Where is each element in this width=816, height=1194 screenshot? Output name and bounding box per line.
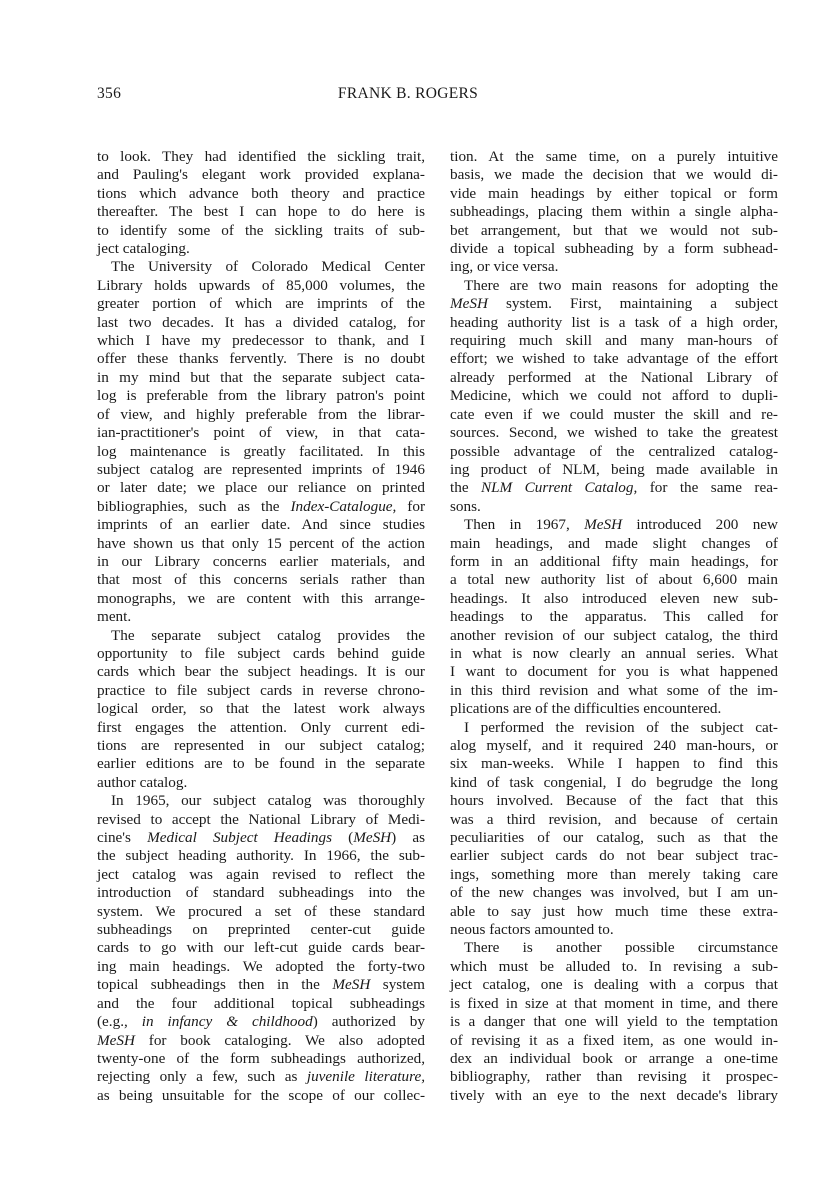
text-line: is fixed in size at that moment in time, and there [450, 994, 778, 1012]
italic-text: NLM Current Catalog, [480, 479, 638, 497]
text-line: subject catalog are represented imprints of 1946 [97, 460, 425, 478]
text-line: that most of this concerns serials rather than [97, 571, 425, 589]
text-line: heading authority list is a task of a high order, [450, 313, 778, 331]
text-segment: topical subheadings then in the [97, 976, 333, 994]
text-line: requiring much skill and many man-hours of [450, 332, 778, 350]
text-line [450, 295, 778, 313]
text-line: in our Library concerns earlier materials, and [97, 552, 425, 570]
text-line: bet arrangement, but that we would not sub- [450, 221, 778, 239]
text-line: offer these thanks fervently. There is no doubt [97, 350, 425, 368]
text-segment: Then in 1967, [464, 516, 585, 534]
text-segment: for the same rea- [637, 479, 778, 497]
text-line: divide a topical subheading by a form subhead- [450, 240, 778, 258]
text-column-left [97, 148, 425, 1105]
text-line: hours involved. Because of the fact that this [450, 792, 778, 810]
text-line: cards to go with our left-cut guide cards bear- [97, 939, 425, 957]
text-line: sources. Second, we wished to take the greatest [450, 424, 778, 442]
text-line: in my mind but that the separate subject cata- [97, 368, 425, 386]
text-line: ject catalog was again revised to reflect the [97, 865, 425, 883]
text-line [450, 516, 778, 534]
text-line: log maintenance is greatly facilitated. In this [97, 442, 425, 460]
text-segment: the [450, 479, 481, 497]
text-line: earlier subject cards do not bear subject trac- [450, 847, 778, 865]
text-line: In 1965, our subject catalog was thoroughly [111, 792, 425, 810]
text-line: of view, and highly preferable from the librar- [97, 405, 425, 423]
text-line: as being unsuitable for the scope of our collec- [97, 1086, 425, 1104]
text-line: the subject heading authority. In 1966, the sub- [97, 847, 425, 865]
text-line: twenty-one of the form subheadings authorized, [97, 1049, 425, 1067]
text-line: already performed at the National Library of [450, 368, 778, 386]
text-line: dex an individual book or arrange a one-time [450, 1049, 778, 1067]
text-line: sons. [450, 497, 481, 515]
text-line: There are two main reasons for adopting the [464, 276, 778, 294]
italic-text: MeSH [332, 976, 371, 994]
text-line: bibliography, rather than revising it prospec- [450, 1068, 778, 1086]
text-segment: system. First, maintaining a subject [487, 295, 778, 313]
text-segment: introduced 200 new [622, 516, 778, 534]
text-line: headings. It also introduced eleven new sub- [450, 589, 778, 607]
text-line: plications are of the difficulties encountered. [450, 700, 722, 718]
text-segment: (e.g., [97, 1013, 142, 1031]
paragraph [97, 792, 425, 1105]
text-line: peculiarities of our catalog, such as that the [450, 829, 778, 847]
text-line: to look. They had identified the sickling trait, [97, 148, 425, 165]
text-line [450, 479, 778, 497]
text-line: cards which bear the subject headings. It is our [97, 663, 425, 681]
text-line: subheadings, placing them within a single alpha- [450, 203, 778, 221]
text-segment: cine's [97, 829, 148, 847]
text-line: which I have my predecessor to thank, and I [97, 332, 425, 350]
text-line [97, 976, 425, 994]
text-line [97, 498, 425, 516]
text-line: another revision of our subject catalog, the third [450, 626, 778, 644]
paragraph [97, 258, 425, 626]
text-line: six man-weeks. While I happen to find this [450, 755, 778, 773]
text-line: in what is now clearly an annual series. What [450, 644, 778, 662]
text-segment: ) as [391, 829, 425, 847]
text-line [97, 1013, 425, 1031]
text-line: neous factors amounted to. [450, 921, 614, 939]
text-line: ing product of NLM, being made available in [450, 460, 778, 478]
text-line: was a third revision, and because of certain [450, 810, 778, 828]
italic-text: MeSH [450, 295, 488, 313]
text-line: ject cataloging. [97, 240, 190, 258]
text-line: first engages the attention. Only current edi- [97, 718, 425, 736]
text-line: ment. [97, 608, 132, 626]
text-segment: system [370, 976, 425, 994]
paragraph [450, 277, 778, 516]
text-line: introduction of standard subheadings into the [97, 884, 425, 902]
text-line: able to say just how much time these extra- [450, 902, 778, 920]
text-line: ings, something more than merely taking care [450, 865, 778, 883]
text-line [97, 1032, 425, 1050]
text-line: revised to accept the National Library of Medi- [97, 810, 425, 828]
text-line: imprints of an earlier date. And since studies [97, 516, 425, 534]
text-line: tions are represented in our subject catalog; [97, 737, 425, 754]
text-segment: bibliographies, such as the [97, 497, 291, 515]
text-column-right [450, 148, 778, 1105]
running-title: FRANK B. ROGERS [337, 85, 479, 102]
text-line: kind of task congenial, I do begrudge the long [450, 773, 778, 791]
text-line: main headings, and made slight changes of [450, 534, 778, 552]
text-line: opportunity to file subject cards behind guide [97, 644, 425, 662]
italic-text: MeSH [353, 829, 392, 847]
italic-text: in infancy & childhood [141, 1013, 313, 1031]
text-line: monographs, we are content with this arrange- [97, 589, 425, 607]
text-line: system. We procured a set of these standard [97, 902, 425, 920]
text-line: author catalog. [97, 773, 188, 791]
paragraph [97, 148, 425, 258]
text-line: or later date; we place our reliance on printed [97, 479, 425, 497]
text-line: form in an additional fifty main headings, for [450, 552, 778, 570]
paragraph [450, 719, 778, 940]
italic-text: MeSH [97, 1031, 135, 1049]
text-line: tively with an eye to the next decade's library [450, 1086, 778, 1104]
text-line: ian-practitioner's point of view, in that cata- [97, 424, 425, 442]
text-line: cate even if we could muster the skill and re- [450, 405, 778, 423]
text-line: The separate subject catalog provides the [111, 626, 425, 644]
page-number: 356 [97, 85, 122, 102]
text-line: I want to document for you is what happened [450, 663, 778, 681]
text-segment: for [396, 497, 426, 515]
text-line: which must be alluded to. In revising a sub- [450, 957, 778, 975]
text-line: and Pauling's elegant work provided explana- [97, 166, 425, 184]
text-line: last two decades. It has a divided catalog, for [97, 313, 425, 331]
text-line: thereafter. The best I can hope to do here is [97, 203, 425, 221]
text-line [97, 829, 425, 847]
paragraph [450, 939, 778, 1105]
text-line: a total new authority list of about 6,600 main [450, 571, 778, 589]
text-line: and the four additional topical subheadings [97, 994, 425, 1012]
text-line: ing, or vice versa. [450, 258, 559, 276]
text-line: The University of Colorado Medical Center [111, 258, 425, 276]
text-line: ject catalog, one is dealing with a corpus that [450, 976, 778, 994]
paragraph [97, 627, 425, 793]
text-segment: rejecting only a few, such as [97, 1068, 307, 1086]
text-line: greater portion of which are imprints of the [97, 295, 425, 313]
text-line: have shown us that only 15 percent of the action [97, 534, 425, 552]
text-line: effort; we wished to take advantage of the effort [450, 350, 778, 368]
text-line: alog myself, and it required 240 man-hours, or [450, 737, 778, 754]
text-segment: for book cataloging. We also adopted [134, 1031, 425, 1049]
text-line: of revising it as a fixed item, as one would in- [450, 1031, 778, 1049]
text-line: earlier editions are to be found in the separate [97, 755, 425, 773]
text-line: headings to the apparatus. This called for [450, 608, 778, 626]
text-line: Library holds upwards of 85,000 volumes, the [97, 276, 425, 294]
text-line: practice to file subject cards in reverse chrono- [97, 681, 425, 699]
italic-text: Medical Subject Headings [147, 829, 332, 847]
text-line: possible advantage of the centralized catalog- [450, 442, 778, 460]
text-segment: ) authorized by [312, 1013, 425, 1031]
italic-text: juvenile literature, [306, 1068, 425, 1086]
text-line: ing main headings. We adopted the forty-two [97, 957, 425, 975]
text-line [97, 1068, 425, 1086]
paragraph [450, 516, 778, 718]
text-line: logical order, so that the latest work always [97, 700, 425, 718]
italic-text: Index-Catalogue, [290, 497, 397, 515]
text-line: tions which advance both theory and practice [97, 184, 425, 202]
text-line: in this third revision and what some of the im- [450, 681, 778, 699]
text-segment: ( [332, 829, 354, 847]
text-line: subheadings on preprinted center-cut guide [97, 921, 425, 939]
text-line: vide main headings by either topical or form [450, 184, 778, 202]
italic-text: MeSH [584, 516, 623, 534]
text-line: to identify some of the sickling traits of sub- [97, 221, 425, 239]
text-line: log is preferable from the library patron's point [97, 387, 425, 405]
paragraph [450, 148, 778, 277]
text-line: is a danger that one will yield to the temptation [450, 1013, 778, 1031]
text-line: tion. At the same time, on a purely intuitive [450, 148, 778, 165]
text-line: Medicine, which we could not afford to dupli- [450, 387, 778, 405]
text-line: There is another possible circumstance [464, 939, 778, 957]
text-line: basis, we made the decision that we would di- [450, 166, 778, 184]
text-line: I performed the revision of the subject cat- [464, 718, 778, 736]
text-line: of the new changes was involved, but I am un- [450, 884, 778, 902]
